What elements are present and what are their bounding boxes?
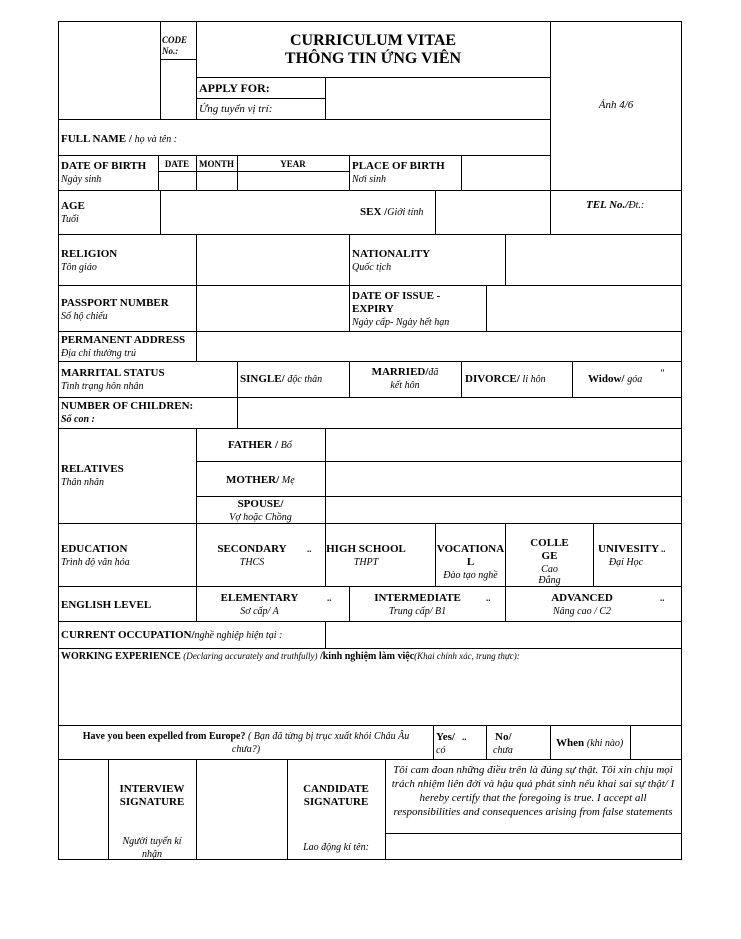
interview-signature-label-1: INTERVIEW — [119, 783, 185, 795]
tel-label — [586, 199, 644, 212]
education-label-vi: Trình độ văn hóa — [61, 557, 130, 568]
intermediate-label-vi: Trung cấp/ B1 — [388, 606, 447, 617]
full-name-en: FULL NAME / — [61, 133, 132, 145]
advanced-label-en: ADVANCED — [551, 592, 613, 604]
vocational-label-en2: L — [466, 556, 475, 568]
yes-label-en: Yes/ — [436, 731, 455, 743]
high-school-option[interactable] — [326, 524, 435, 586]
declaration-en: I hereby certify that the foregoing is true. I accept all responsibilities and consequences arising from false statements — [393, 778, 675, 818]
declaration-vi: Tôi cam đoan những điều trên là đúng sự thật. Tôi xin chịu mọi trách nhiệm liên đới và hậu quả phát sinh nếu khai sai sự thật/ — [391, 764, 673, 790]
widow-label-en: Widow/ — [588, 373, 625, 385]
full-name-field[interactable] — [200, 120, 550, 155]
occupation-label — [61, 629, 282, 642]
age-label-vi: Tuổi — [61, 214, 79, 225]
relatives-label-en: RELATIVES — [61, 463, 124, 475]
full-name-vi: họ và tên : — [134, 134, 178, 145]
dob-year-field[interactable] — [238, 172, 349, 190]
college-label-en1: COLLE — [530, 537, 569, 549]
single-label-en: SINGLE/ — [240, 373, 285, 385]
spouse-label-vi: Vợ hoặc Chồng — [229, 512, 292, 523]
father-field[interactable] — [326, 429, 681, 461]
children-label-en: NUMBER OF CHILDREN: — [61, 400, 194, 412]
college-label-en2: GE — [541, 550, 558, 562]
university-label-en: UNIVESITY — [598, 543, 660, 555]
code-no-label: No.: — [162, 46, 179, 56]
secondary-mark: .. — [307, 544, 312, 554]
dob-month-field[interactable] — [197, 172, 237, 190]
advanced-mark: .. — [660, 593, 665, 603]
intermediate-label-en: INTERMEDIATE — [374, 592, 461, 604]
tel-label-vi: Đt.: — [628, 200, 645, 211]
pob-label-en: PLACE OF BIRTH — [352, 160, 445, 172]
issue-label-vi: Ngày cấp- Ngày hết hạn — [352, 317, 450, 328]
father-label — [228, 439, 292, 452]
elementary-label-en: ELEMENTARY — [220, 592, 299, 604]
experience-label-en: WORKING EXPERIENCE — [61, 651, 181, 662]
passport-field[interactable] — [197, 286, 349, 331]
expelled-question — [60, 730, 432, 743]
yes-label-vi: có — [436, 745, 446, 756]
widow-mark: " — [660, 368, 665, 378]
expelled-question-vi1: ( Bạn đã từng bị trục xuất khỏi Châu Âu — [247, 731, 410, 742]
apply-for-label-vi: Ứng tuyển vị trí: — [199, 103, 273, 115]
divorce-label-en: DIVORCE/ — [465, 373, 520, 385]
when-label-en: When — [556, 737, 585, 749]
expelled-question-en: Have you been expelled from Europe? — [82, 731, 246, 742]
occupation-label-en: CURRENT OCCUPATION/ — [61, 629, 195, 641]
title-en: CURRICULUM VITAE — [289, 32, 457, 49]
expelled-no-option[interactable] — [487, 726, 550, 759]
sex-label-vi: Giới tính — [387, 207, 424, 218]
divorce-option[interactable] — [465, 373, 546, 386]
dob-label-vi: Ngày sinh — [61, 174, 102, 185]
advanced-label-vi: Nâng cao / C2 — [552, 606, 612, 617]
code-label: CODE — [162, 35, 188, 45]
interview-signature-label-vi1: Người tuyển kí — [122, 836, 182, 847]
sex-field[interactable] — [436, 191, 550, 234]
advanced-option[interactable] — [506, 587, 681, 621]
university-option[interactable] — [594, 524, 681, 586]
passport-label-en: PASSPORT NUMBER — [61, 297, 169, 309]
children-field[interactable] — [238, 398, 681, 428]
university-label-vi: Đại Học — [608, 557, 644, 568]
tel-label-en: TEL No./ — [586, 199, 629, 211]
issue-label-en1: DATE OF ISSUE - — [352, 290, 441, 302]
experience-label — [61, 650, 520, 663]
religion-field[interactable] — [197, 235, 349, 285]
age-field[interactable] — [161, 191, 355, 234]
dob-label-en: DATE OF BIRTH — [61, 160, 147, 172]
marital-label-vi: Tình trạng hôn nhân — [61, 381, 144, 392]
mother-label — [226, 474, 295, 487]
candidate-signature-label-2: SIGNATURE — [303, 796, 369, 808]
address-field[interactable] — [197, 332, 681, 361]
mother-field[interactable] — [326, 462, 681, 496]
divorce-label-vi: li hôn — [522, 374, 546, 385]
married-label-vi1: đã — [428, 367, 439, 378]
high-school-label-en: HIGH SCHOOL — [326, 543, 406, 555]
secondary-label-en: SECONDARY — [217, 543, 287, 555]
vocational-label-en1: VOCATIONA — [436, 543, 505, 555]
title-vi: THÔNG TIN ỨNG VIÊN — [284, 50, 462, 67]
single-label-vi: độc thân — [287, 374, 323, 385]
apply-for-label: APPLY FOR: — [199, 81, 270, 95]
nationality-field[interactable] — [506, 235, 681, 285]
occupation-field[interactable] — [326, 622, 681, 648]
married-option[interactable] — [349, 366, 461, 392]
vocational-label-vi: Đào tạo nghề — [443, 570, 498, 581]
experience-note-vi: (Khai chính xác, trung thực): — [414, 651, 520, 661]
intermediate-option[interactable] — [350, 587, 505, 621]
when-field[interactable] — [631, 726, 681, 759]
spouse-label-en: SPOUSE/ — [237, 498, 284, 510]
mother-label-vi: Mẹ — [281, 475, 295, 486]
yes-mark: .. — [462, 732, 467, 742]
spouse-field[interactable] — [326, 497, 681, 523]
pob-field[interactable] — [462, 156, 550, 190]
mother-label-en: MOTHER/ — [226, 474, 280, 486]
widow-label-vi: góa — [627, 374, 643, 385]
university-mark: .. — [661, 544, 666, 554]
candidate-signature-label-1: CANDIDATE — [303, 783, 369, 795]
elementary-mark: .. — [327, 593, 332, 603]
declaration-text — [388, 763, 678, 819]
single-option[interactable] — [240, 373, 322, 386]
nationality-label-en: NATIONALITY — [352, 248, 431, 260]
high-school-label-vi: THPT — [353, 557, 379, 568]
photo-placeholder: Ảnh 4/6 — [598, 99, 634, 111]
father-label-en: FATHER / — [228, 439, 279, 451]
interview-signature-label-vi2: nhận — [142, 849, 162, 860]
dob-month-header: MONTH — [199, 159, 234, 169]
issue-label-en2: EXPIRY — [352, 303, 394, 315]
education-label-en: EDUCATION — [61, 543, 128, 555]
sex-label — [360, 206, 423, 219]
children-label-vi: Số con : — [61, 414, 95, 425]
intermediate-mark: .. — [486, 593, 491, 603]
no-label-en: No/ — [495, 731, 512, 743]
experience-note-en: (Declaring accurately and truthfully) — [183, 651, 318, 661]
college-option[interactable] — [506, 524, 593, 586]
pob-label-vi: Nơi sinh — [352, 174, 386, 185]
when-label-vi: (khi nào) — [586, 738, 624, 749]
apply-for-field[interactable] — [326, 78, 550, 119]
father-label-vi: Bố — [280, 440, 292, 451]
secondary-label-vi: THCS — [239, 557, 265, 568]
college-label-vi2: Đẳng — [538, 575, 561, 586]
candidate-signature-field[interactable] — [386, 834, 681, 859]
no-label-vi: chưa — [493, 745, 513, 756]
religion-label-en: RELIGION — [61, 248, 118, 260]
widow-option[interactable] — [588, 373, 642, 386]
passport-label-vi: Số hộ chiếu — [61, 311, 108, 322]
nationality-label-vi: Quốc tịch — [352, 262, 392, 273]
issue-expiry-field[interactable] — [487, 286, 681, 331]
relatives-label-vi: Thân nhân — [61, 477, 105, 488]
interview-signature-field[interactable] — [197, 760, 287, 859]
secondary-option[interactable] — [197, 524, 325, 586]
vocational-option[interactable] — [436, 524, 505, 586]
full-name-label — [61, 133, 177, 146]
expelled-question-vi2: chưa?) — [231, 744, 261, 755]
sex-label-en: SEX / — [360, 206, 388, 218]
experience-label-vi: /kinh nghiệm làm việc — [319, 651, 415, 662]
address-label-en: PERMANENT ADDRESS — [61, 334, 186, 346]
age-label-en: AGE — [61, 200, 85, 212]
dob-date-field[interactable] — [159, 172, 196, 190]
when-label — [556, 737, 623, 750]
english-label: ENGLISH LEVEL — [61, 599, 152, 611]
college-label-vi1: Cao — [541, 564, 558, 575]
elementary-label-vi: Sơ cấp/ A — [240, 606, 279, 617]
dob-year-header: YEAR — [280, 159, 306, 169]
interview-signature-label-2: SIGNATURE — [119, 796, 185, 808]
dob-date-header: DATE — [164, 159, 190, 169]
experience-field[interactable] — [59, 664, 681, 725]
address-label-vi: Địa chỉ thường trú — [61, 348, 136, 359]
elementary-option[interactable] — [197, 587, 349, 621]
marital-label-en: MARRITAL STATUS — [61, 367, 165, 379]
candidate-signature-label-vi: Lao động kí tên: — [303, 842, 369, 853]
expelled-yes-option[interactable] — [434, 726, 486, 759]
married-label-en: MARRIED/ — [371, 366, 429, 378]
occupation-label-vi: nghề nghiệp hiện tại : — [194, 630, 283, 641]
religion-label-vi: Tôn giáo — [61, 262, 97, 273]
married-label-vi2: kết hôn — [390, 380, 420, 391]
